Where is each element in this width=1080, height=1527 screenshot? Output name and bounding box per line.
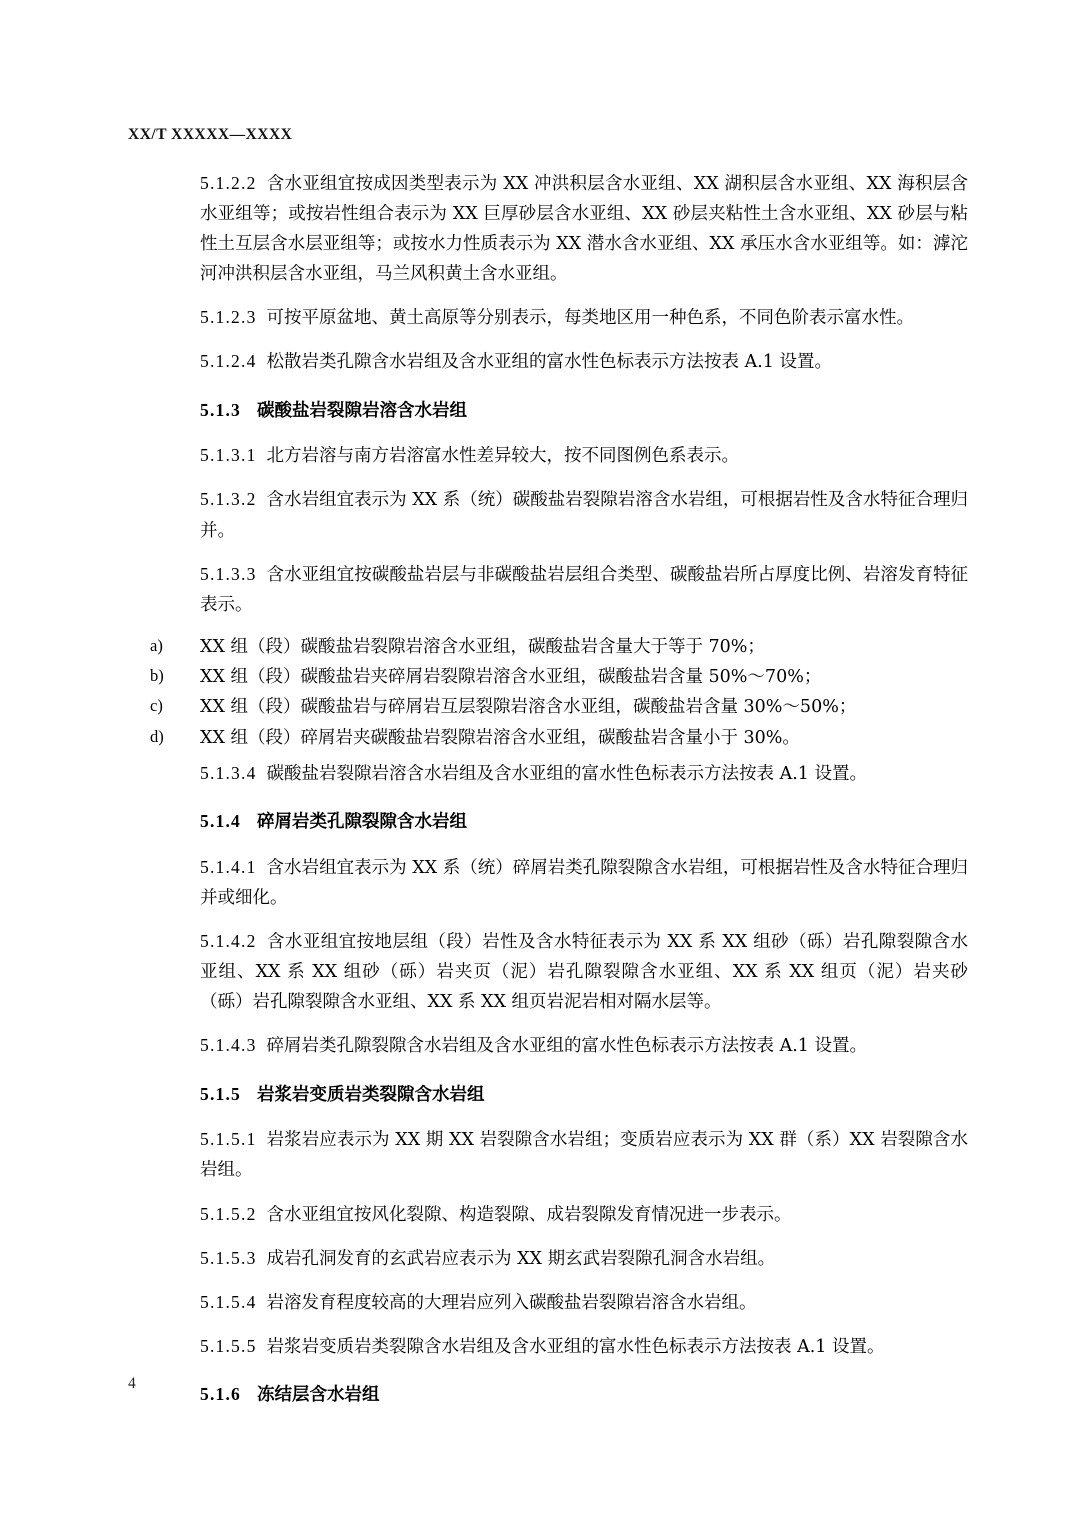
heading-number: 5.1.6 xyxy=(200,1383,241,1404)
clause-text: 松散岩类孔隙含水岩组及含水亚组的富水性色标表示方法按表 A.1 设置。 xyxy=(266,352,832,373)
clause-paragraph xyxy=(128,1243,968,1274)
list-item-text: XX 组（段）碳酸盐岩与碎屑岩互层裂隙岩溶含水亚组，碳酸盐岩含量 30%～50%； xyxy=(200,697,857,718)
clause-number: 5.1.3.4 xyxy=(200,763,257,784)
clause-paragraph xyxy=(128,758,968,789)
clause-number: 5.1.3.3 xyxy=(200,563,257,584)
heading-number: 5.1.5 xyxy=(200,1083,241,1104)
list-item-text: XX 组（段）碳酸盐岩夹碎屑岩裂隙岩溶含水亚组，碳酸盐岩含量 50%～70%； xyxy=(200,667,822,688)
clause-text: 岩浆岩变质岩类裂隙含水岩组及含水亚组的富水性色标表示方法按表 A.1 设置。 xyxy=(266,1336,885,1357)
clause-text: 可按平原盆地、黄土高原等分别表示，每类地区用一种色系，不同色阶表示富水性。 xyxy=(266,308,915,329)
list-item-text: XX 组（段）碳酸盐岩裂隙岩溶含水亚组，碳酸盐岩含量大于等于 70%； xyxy=(200,636,765,657)
list-item xyxy=(128,724,968,752)
clause-number: 5.1.5.2 xyxy=(200,1203,257,1224)
clause-number: 5.1.2.2 xyxy=(200,173,257,193)
clause-text: 含水亚组宜按地层组（段）岩性及含水特征表示为 XX 系 XX 组砂（砾）岩孔隙裂隙含水亚组、XX 系 XX 组砂（砾）岩夹页（泥）岩孔隙裂隙含水亚组、XX 系 XX 组页（泥）岩夹砂（砾）岩孔隙裂隙含水亚组、XX 系 XX 组页岩泥岩相对隔水层等。 xyxy=(200,932,968,1013)
clause-text: 含水岩组宜表示为 XX 系（统）碎屑岩类孔隙裂隙含水岩组，可根据岩性及含水特征合理归并或细化。 xyxy=(200,858,968,909)
clause-text: 含水亚组宜按碳酸盐岩层与非碳酸盐岩层组合类型、碳酸盐岩所占厚度比例、岩溶发育特征表示。 xyxy=(200,564,968,615)
clause-paragraph xyxy=(128,1030,968,1061)
clause-number: 5.1.2.3 xyxy=(200,307,257,328)
clause-paragraph xyxy=(128,346,968,377)
heading-text: 碳酸盐岩裂隙岩溶含水岩组 xyxy=(257,400,467,421)
clause-paragraph xyxy=(128,926,968,1017)
clause-number: 5.1.5.1 xyxy=(200,1129,257,1150)
clause-number: 5.1.4.3 xyxy=(200,1035,257,1056)
clause-text: 岩溶发育程度较高的大理岩应列入碳酸盐岩裂隙岩溶含水岩组。 xyxy=(266,1292,757,1313)
clause-paragraph xyxy=(128,302,968,333)
section-heading xyxy=(128,1080,968,1111)
clause-number: 5.1.5.3 xyxy=(200,1247,257,1268)
clause-number: 5.1.5.5 xyxy=(200,1335,257,1356)
clause-text: 碎屑岩类孔隙裂隙含水岩组及含水亚组的富水性色标表示方法按表 A.1 设置。 xyxy=(266,1036,867,1057)
list-item xyxy=(128,663,968,691)
list-item-marker: d) xyxy=(150,726,164,746)
heading-text: 岩浆岩变质岩类裂隙含水岩组 xyxy=(257,1084,485,1105)
heading-text: 碎屑岩类孔隙裂隙含水岩组 xyxy=(257,812,467,833)
heading-text: 冻结层含水岩组 xyxy=(257,1384,380,1405)
list-item-marker: a) xyxy=(150,635,163,655)
heading-number: 5.1.3 xyxy=(200,399,241,420)
clause-text: 岩浆岩应表示为 XX 期 XX 岩裂隙含水岩组；变质岩应表示为 XX 群（系）XX 岩裂隙含水岩组。 xyxy=(200,1130,968,1181)
clause-paragraph xyxy=(128,1331,968,1362)
clause-paragraph xyxy=(128,1199,968,1230)
list-item xyxy=(128,633,968,661)
list-item-text: XX 组（段）碎屑岩夹碳酸盐岩裂隙岩溶含水亚组，碳酸盐岩含量小于 30%。 xyxy=(200,727,800,748)
clause-paragraph xyxy=(128,1124,968,1185)
section-heading xyxy=(128,807,968,838)
clause-text: 含水亚组宜按风化裂隙、构造裂隙、成岩裂隙发育情况进一步表示。 xyxy=(266,1204,792,1225)
clause-text: 含水亚组宜按成因类型表示为 XX 冲洪积层含水亚组、XX 湖积层含水亚组、XX 海积层含水亚组等；或按岩性组合表示为 XX 巨厚砂层含水亚组、XX 砂层夹粘性土含水亚组、XX 砂层与粘性土互层含水层亚组等；或按水力性质表示为 XX 潜水含水亚组、XX 承压水含水亚组等。如：滹沱河冲洪积层含水亚组，马兰风积黄土含水亚组。 xyxy=(200,174,968,285)
section-heading xyxy=(128,1380,968,1411)
document-body xyxy=(128,168,968,1425)
section-heading xyxy=(128,396,968,427)
clause-paragraph xyxy=(128,1287,968,1318)
clause-number: 5.1.4.2 xyxy=(200,931,257,952)
clause-number: 5.1.5.4 xyxy=(200,1291,257,1312)
list-item-marker: c) xyxy=(150,696,163,716)
clause-text: 成岩孔洞发育的玄武岩应表示为 XX 期玄武岩裂隙孔洞含水岩组。 xyxy=(266,1248,776,1269)
clause-number: 5.1.3.2 xyxy=(200,489,257,510)
clause-text: 北方岩溶与南方岩溶富水性差异较大，按不同图例色系表示。 xyxy=(266,446,740,467)
list-item-marker: b) xyxy=(150,666,164,686)
page-number: 4 xyxy=(128,1375,136,1392)
clause-paragraph xyxy=(128,559,968,620)
clause-paragraph xyxy=(128,484,968,545)
clause-number: 5.1.3.1 xyxy=(200,445,257,466)
clause-paragraph xyxy=(128,852,968,913)
clause-number: 5.1.4.1 xyxy=(200,857,257,877)
clause-text: 碳酸盐岩裂隙岩溶含水岩组及含水亚组的富水性色标表示方法按表 A.1 设置。 xyxy=(266,764,867,785)
page-header: XX/T XXXXX—XXXX xyxy=(128,126,293,143)
clause-paragraph xyxy=(128,168,968,289)
clause-text: 含水岩组宜表示为 XX 系（统）碳酸盐岩裂隙岩溶含水岩组，可根据岩性及含水特征合理归并。 xyxy=(200,490,968,541)
clause-paragraph xyxy=(128,440,968,471)
ordered-item-list xyxy=(128,633,968,752)
heading-number: 5.1.4 xyxy=(200,811,241,832)
list-item xyxy=(128,693,968,721)
clause-number: 5.1.2.4 xyxy=(200,351,257,372)
